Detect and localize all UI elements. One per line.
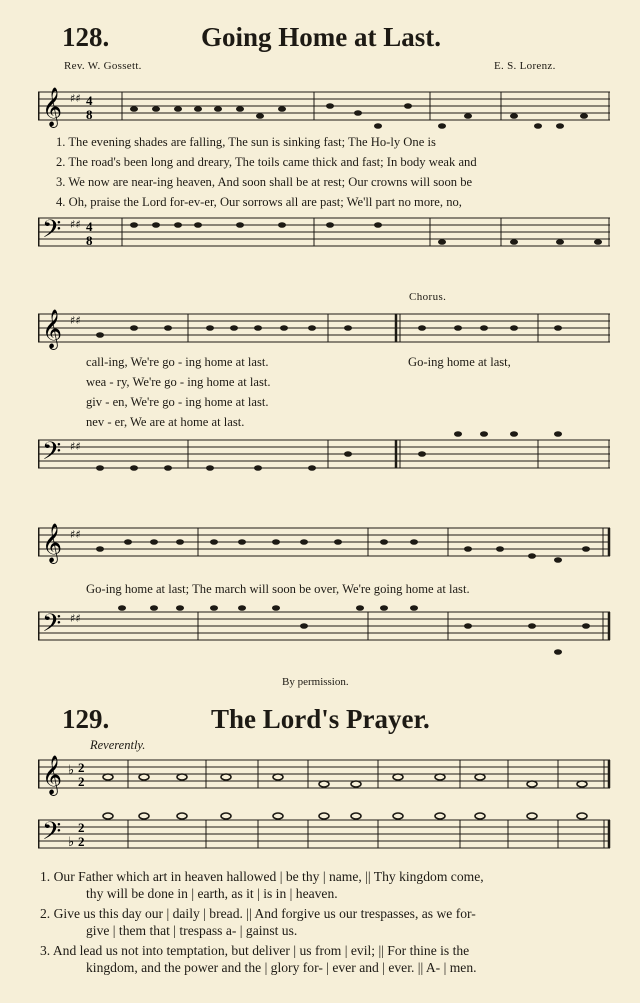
svg-text:2: 2	[78, 760, 85, 775]
svg-text:𝄞: 𝄞	[42, 755, 63, 795]
svg-text:♯♯: ♯♯	[70, 528, 81, 541]
hymn-128-chorus-lyric-a: Go-ing home at last,	[408, 355, 511, 369]
hymn-128-permission-note: By permission.	[282, 676, 349, 688]
svg-text:4: 4	[86, 219, 93, 234]
hymn-129-verse-3-line-1: 3. And lead us not into temptation, but deliver | us from | evil; || For thine is the	[40, 943, 470, 958]
hymn-128-verse-1-line-1: 1. The evening shades are falling, The sun is sinking fast; The Ho-ly One is	[56, 135, 436, 149]
hymn-129-number: 129.	[62, 704, 110, 734]
hymn-129-bass-staff	[38, 806, 614, 866]
hymn-129-treble-staff	[38, 752, 614, 807]
hymn-128-verse-3-line-1: 3. We now are near-ing heaven, And soon shall be at rest; Our crowns will soon be	[56, 175, 473, 189]
hymn-128-verse-4-line-1: 4. Oh, praise the Lord for-ev-er, Our sorrows all are past; We'll part no more, no,	[56, 195, 462, 209]
hymn-128-chorus-label: Chorus.	[409, 291, 447, 303]
hymn-128-verse-2-line-2: wea - ry, We're go - ing home at last.	[86, 375, 271, 389]
hymn-128-verse-2-line-1: 2. The road's been long and dreary, The toils came thick and fast; In body weak and	[56, 155, 477, 169]
svg-text:♯♯: ♯♯	[70, 218, 81, 231]
svg-text:𝄞: 𝄞	[42, 523, 63, 563]
svg-text:𝄢: 𝄢	[42, 609, 62, 644]
hymn-128-words-credit: Rev. W. Gossett.	[64, 60, 142, 72]
hymn-128-verse-1-line-2: call-ing, We're go - ing home at last.	[86, 355, 269, 369]
svg-text:𝄞: 𝄞	[42, 309, 63, 349]
svg-text:♭: ♭	[68, 835, 75, 850]
hymn-128-system-1-bass-staff	[38, 212, 614, 272]
svg-text:♯♯: ♯♯	[70, 612, 81, 625]
hymn-129-verse-1-line-1: 1. Our Father which art in heaven hallowed | be thy | name, || Thy kingdom come,	[40, 869, 484, 884]
hymn-128-system-2-bass-staff	[38, 430, 614, 495]
svg-text:♯♯: ♯♯	[70, 314, 81, 327]
svg-text:𝄢: 𝄢	[42, 817, 62, 852]
svg-text:♯♯: ♯♯	[70, 92, 81, 105]
svg-text:8: 8	[86, 107, 93, 122]
hymn-129-verse-2-line-1: 2. Give us this day our | daily | bread. || And forgive us our trespasses, as we for-	[40, 906, 476, 921]
hymn-128-verse-4-line-2: nev - er, We are at home at last.	[86, 415, 245, 429]
hymn-128-system-2-treble-staff	[38, 306, 614, 356]
hymn-128-system-1-treble-staff	[38, 86, 614, 136]
svg-text:2: 2	[78, 834, 85, 849]
hymn-128-title: Going Home at Last.	[201, 22, 441, 52]
svg-text:𝄢: 𝄢	[42, 215, 62, 250]
svg-text:4: 4	[86, 93, 93, 108]
hymn-128-verse-3-line-2: giv - en, We're go - ing home at last.	[86, 395, 269, 409]
svg-text:♭: ♭	[68, 763, 75, 778]
hymn-129-tempo: Reverently.	[90, 738, 146, 752]
svg-text:♯♯: ♯♯	[70, 440, 81, 453]
hymn-129-title: The Lord's Prayer.	[211, 704, 430, 734]
svg-text:2: 2	[78, 774, 85, 789]
svg-text:𝄞: 𝄞	[42, 87, 63, 127]
svg-text:2: 2	[78, 820, 85, 835]
hymn-129-verse-3-line-2: kingdom, and the power and the | glory for- | ever and | ever. || A- | men.	[86, 960, 477, 975]
hymn-129-verse-1-line-2: thy will be done in | earth, as it | is in | heaven.	[86, 886, 338, 901]
svg-text:8: 8	[86, 233, 93, 248]
hymn-128-system-3-treble-staff	[38, 520, 614, 580]
svg-text:𝄢: 𝄢	[42, 437, 62, 472]
hymn-129-verse-2-line-2: give | them that | trespass a- | gainst us.	[86, 923, 298, 938]
hymn-128-chorus-lyric-b: Go-ing home at last; The march will soon be over, We're going home at last.	[86, 582, 470, 596]
hymn-128-music-credit: E. S. Lorenz.	[494, 60, 556, 72]
hymn-128-number: 128.	[62, 22, 110, 52]
hymn-128-system-3-bass-staff	[38, 600, 614, 670]
